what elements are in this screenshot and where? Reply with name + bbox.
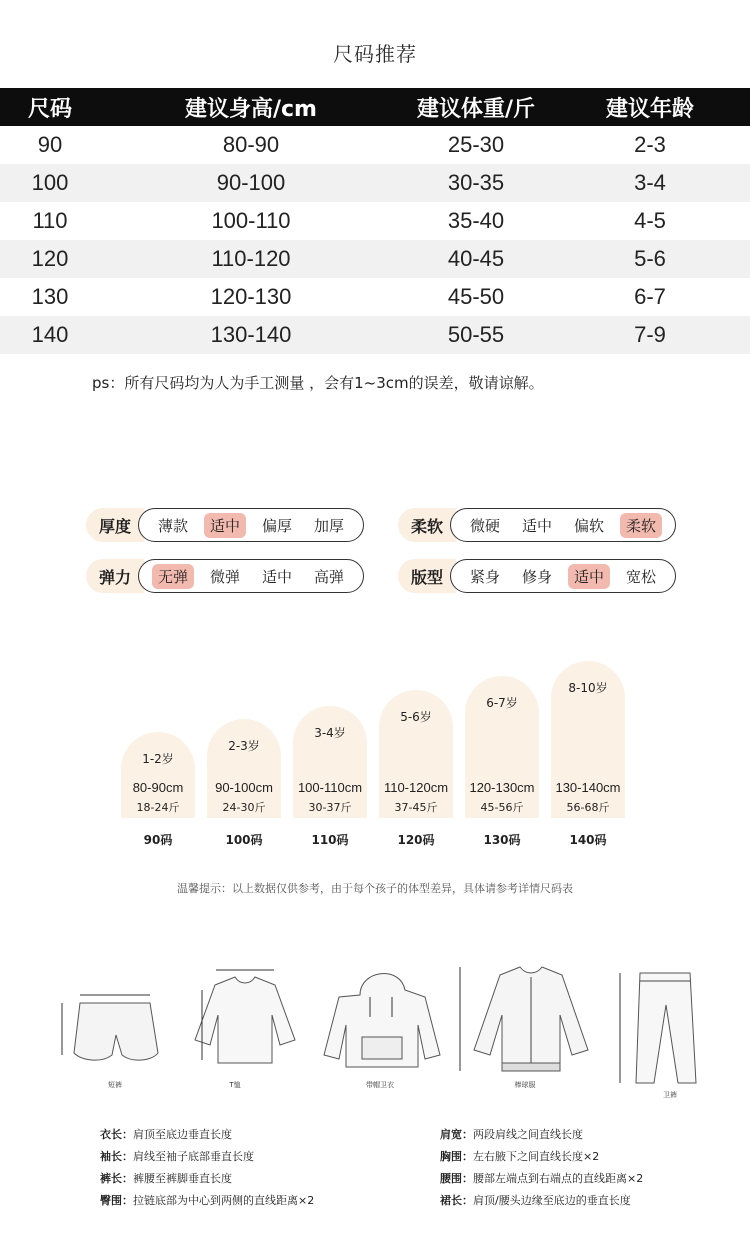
cell-height: 110-120	[100, 240, 402, 278]
option: 微硬	[469, 516, 500, 535]
table-row	[0, 316, 750, 354]
kid-age: 8-10岁	[568, 681, 608, 695]
header-height: 建议身高/cm	[100, 88, 402, 126]
option: 薄款	[157, 516, 188, 535]
option: 修身	[521, 567, 552, 586]
tip-note: 温馨提示：以上数据仅供参考，由于每个孩子的体型差异，具体请参考详情尺码表	[177, 882, 573, 895]
option: 柔软	[620, 513, 662, 538]
table-row	[0, 164, 750, 202]
sweatpants-icon	[620, 973, 696, 1083]
header-age: 建议年龄	[550, 88, 750, 126]
table-row	[0, 278, 750, 316]
page-title: 尺码推荐	[333, 42, 417, 66]
measure-key: 衣长：	[100, 1128, 133, 1141]
measure-definition	[100, 1192, 314, 1208]
tshirt-icon	[195, 970, 295, 1063]
cell-weight: 35-40	[447, 208, 505, 233]
attribute-label: 弹力	[86, 559, 144, 593]
shorts-icon	[62, 995, 158, 1060]
measure-key: 肩宽：	[440, 1128, 473, 1141]
cell-height: 120-130	[210, 284, 292, 309]
measure-key: 腰围：	[440, 1172, 473, 1185]
cell-size: 90	[37, 132, 63, 157]
attribute-options	[138, 508, 364, 542]
cell-size: 130	[31, 284, 69, 309]
header-size: 尺码	[0, 88, 100, 126]
cell-weight: 45-50	[447, 284, 505, 309]
garment-label: 短裤	[108, 1081, 122, 1089]
cell-height: 100-110	[211, 208, 291, 233]
kid-size-code: 100码	[225, 833, 263, 847]
kid-size-code: 130码	[483, 833, 521, 847]
kid-weight: 56-68斤	[566, 801, 610, 814]
option: 微弹	[209, 567, 240, 586]
option: 偏厚	[261, 516, 292, 535]
baseball-jacket-icon	[460, 967, 588, 1071]
kid-height: 130-140cm	[555, 780, 621, 795]
kid-age: 3-4岁	[314, 726, 346, 740]
cell-weight: 40-45	[402, 240, 550, 278]
measure-desc: 肩线至袖子底部垂直长度	[133, 1150, 254, 1163]
kid-size-code: 120码	[397, 833, 435, 847]
attribute-options	[450, 508, 676, 542]
cell-age: 4-5	[634, 208, 666, 233]
cell-weight: 25-30	[447, 132, 505, 157]
cell-height: 80-90	[222, 132, 280, 157]
kid-age: 2-3岁	[228, 739, 260, 753]
attribute-softness	[398, 508, 676, 542]
measure-definition	[100, 1126, 232, 1142]
option: 无弹	[152, 564, 194, 589]
measure-key: 裤长：	[100, 1172, 133, 1185]
option: 适中	[521, 516, 552, 535]
cell-age: 5-6	[550, 240, 750, 278]
cell-age: 7-9	[550, 316, 750, 354]
option: 适中	[261, 567, 292, 586]
cell-age: 6-7	[634, 284, 666, 309]
option: 加厚	[313, 516, 344, 535]
header-weight: 建议体重/斤	[402, 88, 550, 126]
cell-height: 90-100	[100, 164, 402, 202]
measure-definition	[100, 1170, 232, 1186]
measure-desc: 腰部左端点到右端点的直线距离×2	[473, 1172, 644, 1185]
cell-age: 3-4	[550, 164, 750, 202]
attribute-options	[138, 559, 364, 593]
kid-age: 5-6岁	[400, 710, 432, 724]
option: 紧身	[469, 567, 500, 586]
measure-definition	[440, 1126, 583, 1142]
measure-desc: 裤腰至裤脚垂直长度	[133, 1172, 232, 1185]
measure-definition	[440, 1170, 643, 1186]
kid-weight: 18-24斤	[136, 801, 180, 814]
attribute-elasticity	[86, 559, 364, 593]
hoodie-icon	[324, 974, 440, 1067]
kid-height: 120-130cm	[469, 780, 535, 795]
kid-height: 110-120cm	[383, 780, 449, 795]
kid-size-code: 140码	[569, 833, 607, 847]
garment-label: 卫裤	[663, 1091, 677, 1099]
cell-weight: 30-35	[402, 164, 550, 202]
cell-size: 100	[0, 164, 100, 202]
measure-key: 袖长：	[100, 1150, 133, 1163]
table-row	[0, 202, 750, 240]
cell-size: 120	[0, 240, 100, 278]
kid-weight: 24-30斤	[222, 801, 266, 814]
kid-age: 1-2岁	[142, 752, 174, 766]
size-table	[0, 88, 750, 354]
attribute-fit	[398, 559, 676, 593]
kid-height: 80-90cm	[132, 780, 184, 795]
cell-size: 110	[32, 208, 68, 233]
kid-size-code: 110码	[311, 833, 349, 847]
attribute-label: 厚度	[86, 508, 144, 542]
measure-definition	[440, 1192, 631, 1208]
attribute-thickness	[86, 508, 364, 542]
kid-weight: 30-37斤	[308, 801, 352, 814]
measure-key: 臀围：	[100, 1194, 133, 1207]
cell-height: 130-140	[100, 316, 402, 354]
kid-size-code: 90码	[143, 833, 173, 847]
kid-height: 90-100cm	[215, 780, 273, 795]
measure-definition	[440, 1148, 599, 1164]
measurement-error-note: ps：所有尺码均为人为手工测量 ，会有1~3cm的误差，敬请谅解。	[92, 374, 544, 392]
measure-desc: 拉链底部为中心到两侧的直线距离×2	[133, 1194, 315, 1207]
kid-weight: 37-45斤	[394, 801, 438, 814]
option: 偏软	[573, 516, 604, 535]
table-header-row	[0, 88, 750, 126]
garment-label: 棒球服	[514, 1081, 536, 1089]
table-row	[0, 240, 750, 278]
attribute-label: 版型	[398, 559, 456, 593]
option: 适中	[568, 564, 610, 589]
table-row	[0, 126, 750, 164]
option: 高弹	[313, 567, 344, 586]
kid-age: 6-7岁	[486, 696, 518, 710]
attribute-options	[450, 559, 676, 593]
measure-key: 胸围：	[440, 1150, 473, 1163]
cell-weight: 50-55	[402, 316, 550, 354]
measure-desc: 肩顶至底边垂直长度	[133, 1128, 232, 1141]
cell-age: 2-3	[634, 132, 666, 157]
measure-key: 裙长：	[440, 1194, 473, 1207]
cell-size: 140	[0, 316, 100, 354]
garment-label: T恤	[229, 1081, 241, 1089]
kid-weight: 45-56斤	[480, 801, 524, 814]
garment-label: 带帽卫衣	[366, 1081, 394, 1089]
attribute-label: 柔软	[398, 508, 456, 542]
kid-size-card	[465, 676, 539, 818]
kid-height: 100-110cm	[297, 780, 363, 795]
option: 宽松	[625, 567, 656, 586]
option: 适中	[204, 513, 246, 538]
measure-desc: 肩顶/腰头边缘至底边的垂直长度	[473, 1194, 631, 1207]
measure-definition	[100, 1148, 254, 1164]
measure-desc: 左右腋下之间直线长度×2	[473, 1150, 600, 1163]
measure-desc: 两段肩线之间直线长度	[473, 1128, 583, 1141]
